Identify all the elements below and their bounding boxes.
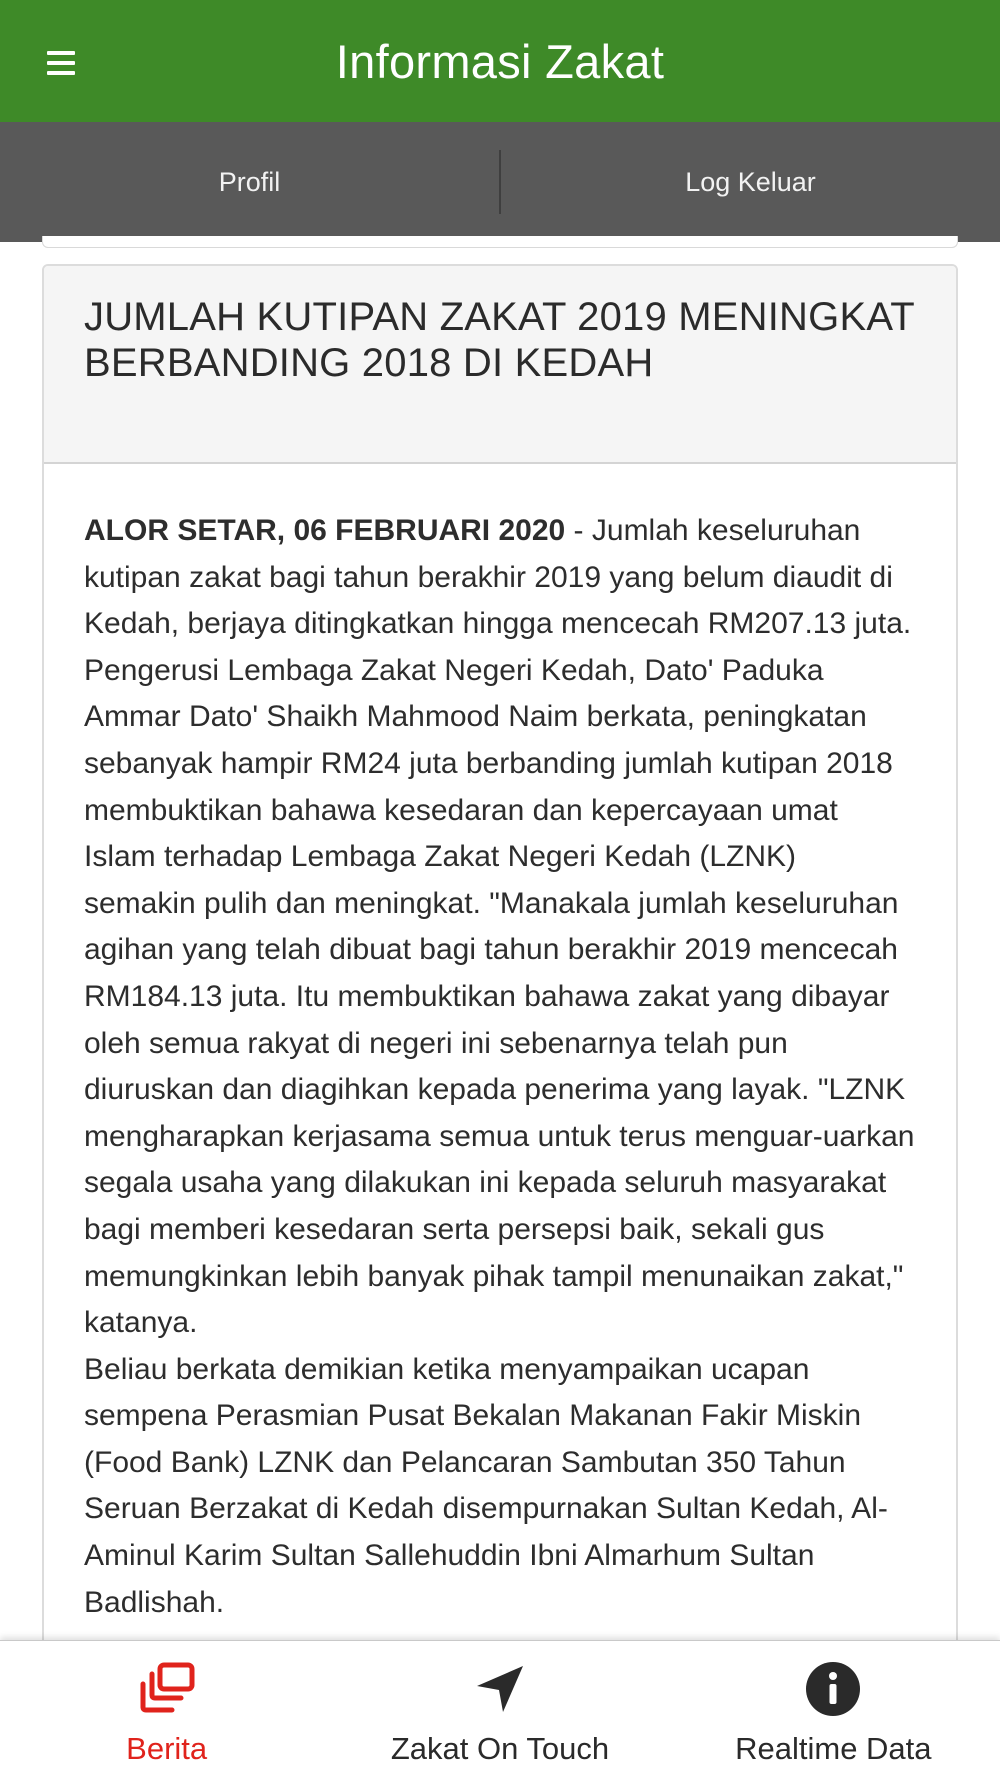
tab-zakat-on-touch-label: Zakat On Touch [390,1731,610,1766]
article-body [44,464,956,1626]
profile-button[interactable]: Profil [218,166,281,197]
tab-berita-label: Berita [126,1731,208,1766]
article-paragraph-1 [84,508,916,648]
previous-card-edge [42,236,958,248]
news-article-card [42,264,958,1664]
article-paragraph-2: Pengerusi Lembaga Zakat Negeri Kedah, Dato' Paduka Ammar Dato' Shaikh Mahmood Naim berkata, peningkatan sebanyak hampir RM24 juta berbanding jumlah kutipan 2018 membuktikan bahawa kesedaran dan kepercayaan umat Islam terhadap Lembaga Zakat Negeri Kedah (LZNK) semakin pulih dan meningkat. "Manakala jumlah keseluruhan agihan yang telah dibuat bagi tahun berakhir 2019 mencecah RM184.13 juta. Itu membuktikan bahawa zakat yang dibayar oleh semua rakyat di negeri ini sebenarnya telah pun diuruskan dan diagihkan kepada penerima yang layak. "LZNK mengharapkan kerjasama semua untuk terus menguar-uarkan segala usaha yang dilakukan ini kepada seluruh masyarakat bagi memberi kesedaran serta persepsi baik, sekali gus memungkinkan lebih banyak pihak tampil menunaikan zakat," katanya. [84,653,915,1340]
tab-zakat-on-touch[interactable] [333,1641,666,1778]
sub-navigation [0,122,1000,242]
top-app-bar [0,0,1000,122]
info-icon [803,1659,863,1719]
tab-realtime-data[interactable] [667,1641,1000,1778]
tab-berita[interactable] [0,1641,333,1778]
tab-realtime-data-label: Realtime Data [735,1731,932,1766]
article-header [44,266,956,464]
article-lead: - Jumlah keseluruhan kutipan zakat bagi tahun berakhir 2019 yang belum diaudit di Kedah, berjaya ditingkatkan hingga mencecah RM207.13 juta. [84,514,912,641]
page-title: Informasi Zakat [335,34,665,88]
article-paragraph-3: Beliau berkata demikian ketika menyampaikan ucapan sempena Perasmian Pusat Bekalan Makanan Fakir Miskin (Food Bank) LZNK dan Pelancaran Sambutan 350 Tahun Seruan Berzakat di Kedah disempurnakan Sultan Kedah, Al-Aminul Karim Sultan Sallehuddin Ibni Almarhum Sultan Badlishah. [84,1352,888,1619]
navigation-arrow-icon [470,1659,530,1719]
news-stack-icon [137,1659,197,1719]
bottom-tab-bar [0,1640,1000,1778]
logout-button[interactable]: Log Keluar [685,166,816,197]
hamburger-menu-icon[interactable] [40,40,86,86]
article-dateline: ALOR SETAR, 06 FEBRUARI 2020 [84,514,566,547]
article-title: JUMLAH KUTIPAN ZAKAT 2019 MENINGKAT BERBANDING 2018 DI KEDAH [84,295,915,385]
